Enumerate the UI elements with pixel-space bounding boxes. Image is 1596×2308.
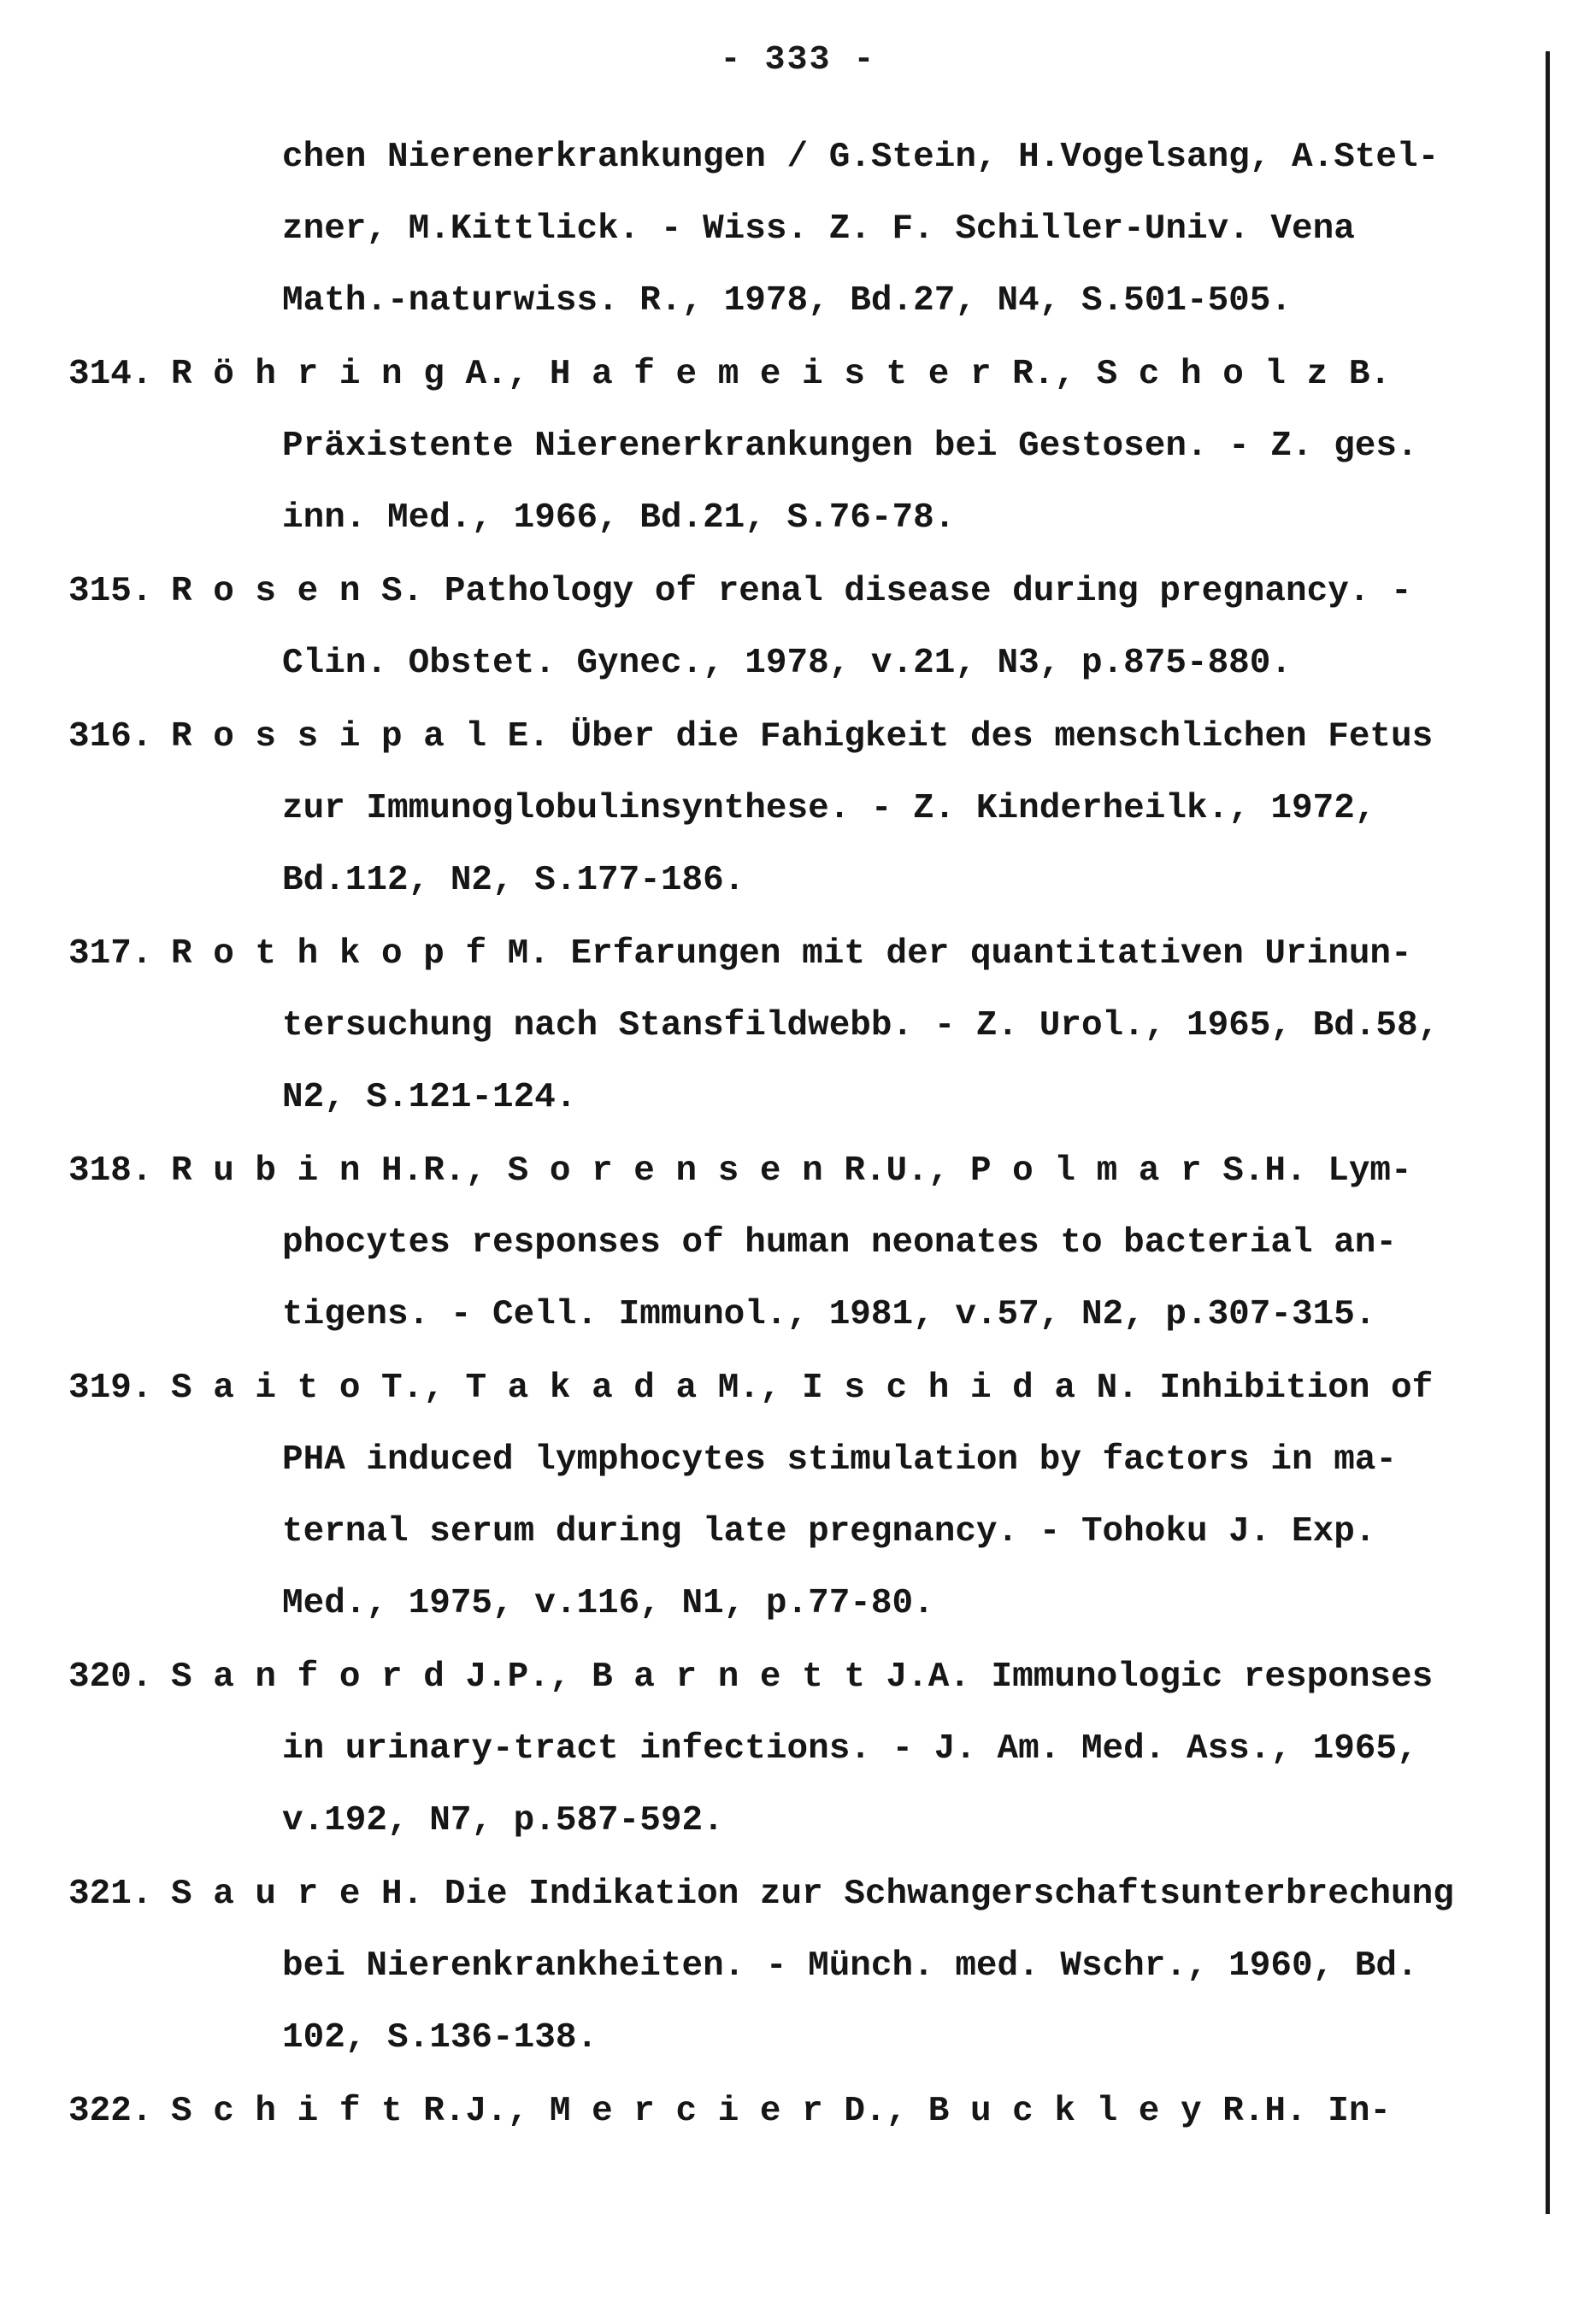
reference-authors: S a n f o r d J.P., B a r n e t t J.A. Immunologic responses <box>171 1657 1434 1697</box>
reference-line: zur Immunoglobulinsynthese. - Z. Kinderheilk., 1972, <box>282 789 1376 828</box>
reference-line: PHA induced lymphocytes stimulation by factors in ma- <box>282 1440 1398 1480</box>
reference-number: 314. <box>68 355 153 394</box>
reference-authors: S a i t o T., T a k a d a M., I s c h i d a N. Inhibition of <box>171 1369 1434 1408</box>
page-number: - 333 - <box>720 41 876 79</box>
reference-authors: S a u r e H. Die Indikation zur Schwangerschaftsunterbrechung <box>171 1875 1454 1914</box>
reference-number: 319. <box>68 1369 153 1408</box>
reference-line: N2, S.121-124. <box>282 1078 577 1117</box>
reference-number: 321. <box>68 1875 153 1914</box>
reference-number: 317. <box>68 934 153 974</box>
reference-authors: R o s s i p a l E. Über die Fahigkeit des menschlichen Fetus <box>171 717 1434 757</box>
reference-line: Präxistente Nierenerkrankungen bei Gestosen. - Z. ges. <box>282 427 1418 466</box>
reference-line: tigens. - Cell. Immunol., 1981, v.57, N2, p.307-315. <box>282 1295 1376 1334</box>
reference-authors: R o t h k o p f M. Erfarungen mit der quantitativen Urinun- <box>171 934 1412 974</box>
reference-authors: R u b i n H.R., S o r e n s e n R.U., P o l m a r S.H. Lym- <box>171 1151 1412 1191</box>
reference-authors: R o s e n S. Pathology of renal disease during pregnancy. - <box>171 572 1412 611</box>
reference-line: phocytes responses of human neonates to bacterial an- <box>282 1223 1398 1263</box>
reference-number: 316. <box>68 717 153 757</box>
reference-authors: R ö h r i n g A., H a f e m e i s t e r R., S c h o l z B. <box>171 355 1392 394</box>
reference-number: 318. <box>68 1151 153 1191</box>
reference-authors: S c h i f t R.J., M e r c i e r D., B u c k l e y R.H. In- <box>171 2092 1392 2131</box>
reference-line: bei Nierenkrankheiten. - Münch. med. Wschr., 1960, Bd. <box>282 1946 1418 1986</box>
reference-line: v.192, N7, p.587-592. <box>282 1801 724 1840</box>
reference-number: 322. <box>68 2092 153 2131</box>
reference-line: zner, M.Kittlick. - Wiss. Z. F. Schiller-Univ. Vena <box>282 209 1355 249</box>
reference-line: in urinary-tract infections. - J. Am. Med. Ass., 1965, <box>282 1729 1418 1769</box>
reference-line: ternal serum during late pregnancy. - Tohoku J. Exp. <box>282 1512 1376 1551</box>
reference-line: Bd.112, N2, S.177-186. <box>282 861 745 900</box>
reference-line: Med., 1975, v.116, N1, p.77-80. <box>282 1584 934 1623</box>
right-margin-rule <box>1546 51 1550 2214</box>
reference-number: 320. <box>68 1657 153 1697</box>
reference-line: Math.-naturwiss. R., 1978, Bd.27, N4, S.501-505. <box>282 281 1292 321</box>
reference-line: 102, S.136-138. <box>282 2018 598 2058</box>
reference-line: tersuchung nach Stansfildwebb. - Z. Urol., 1965, Bd.58, <box>282 1006 1440 1045</box>
reference-line: Clin. Obstet. Gynec., 1978, v.21, N3, p.875-880. <box>282 644 1292 683</box>
reference-number: 315. <box>68 572 153 611</box>
reference-line: chen Nierenerkrankungen / G.Stein, H.Vogelsang, A.Stel- <box>282 138 1440 177</box>
reference-line: inn. Med., 1966, Bd.21, S.76-78. <box>282 498 956 538</box>
